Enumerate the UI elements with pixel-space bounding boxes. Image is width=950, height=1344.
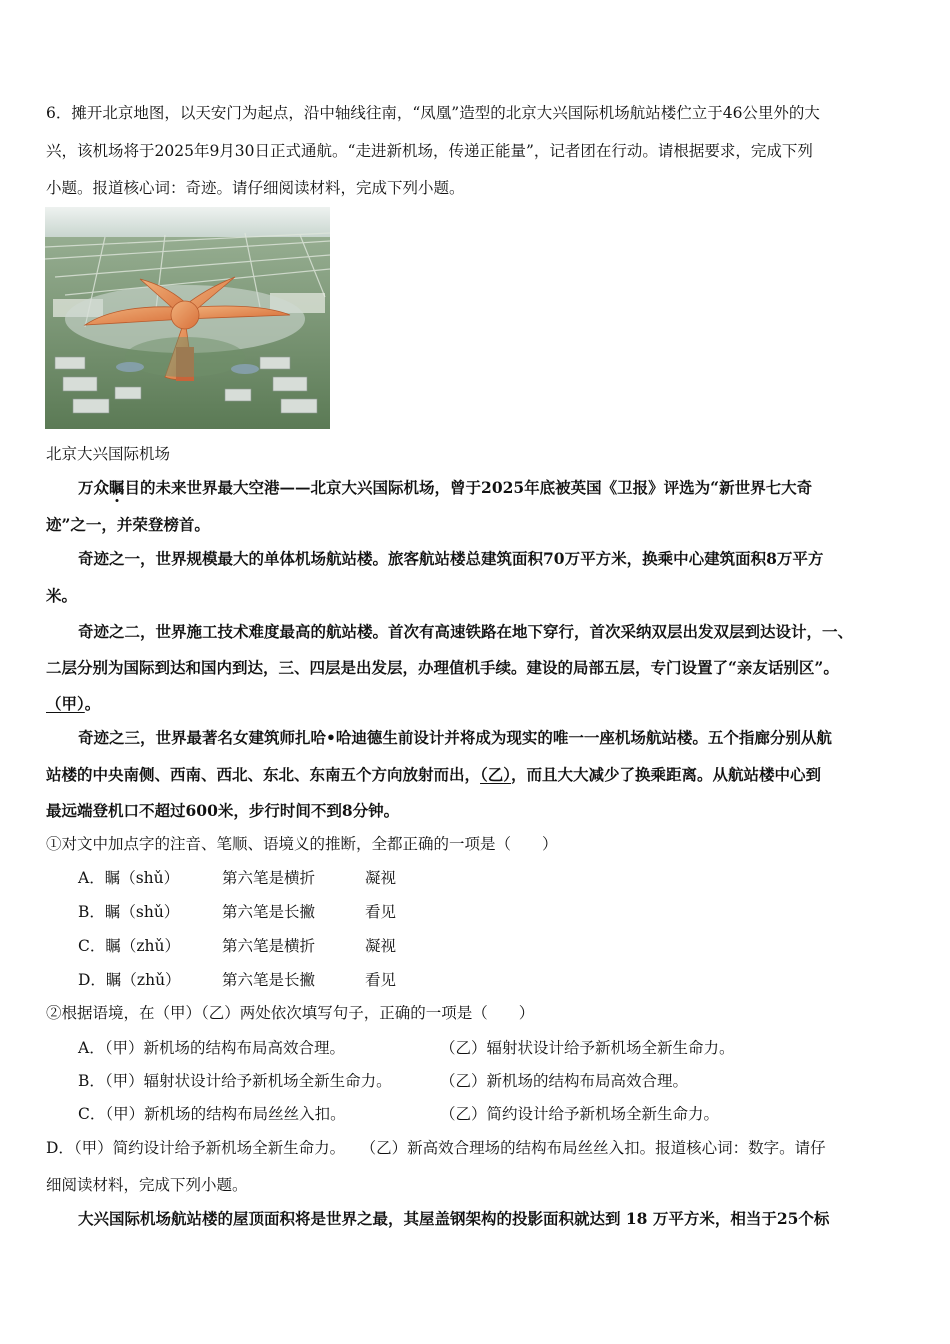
article-p2-line-1: 奇迹之一，世界规模最大的单体机场航站楼。旅客航站楼总建筑面积70万平方米，换乘中心建筑面积8万平方 [78, 549, 824, 568]
q1-option-b-stroke: 第六笔是长撇 [222, 903, 316, 921]
blank-jia: （甲） [46, 694, 85, 713]
intro-line-3: 小题。报道核心词：奇迹。请仔细阅读材料，完成下列小题。 [46, 179, 465, 197]
image-caption: 北京大兴国际机场 [46, 445, 171, 463]
article-p3-line-2: 二层分别为国际到达和国内到达，三、四层是出发层，办理值机手续。建设的局部五层，专门设置了“亲友话别区”。 [46, 658, 839, 677]
q2-option-d-line-2: 细阅读材料，完成下列小题。 [46, 1176, 248, 1194]
q1-option-c-stroke: 第六笔是横折 [222, 937, 316, 955]
intro-line-1: 6．摊开北京地图，以天安门为起点，沿中轴线往南，“凤凰”造型的北京大兴国际机场航站楼伫立于46公里外的大 [46, 104, 820, 122]
article-p4-line-2 [46, 765, 821, 785]
article-p2-line-2: 米。 [46, 586, 78, 605]
q1-option-c-meaning: 凝视 [365, 937, 397, 955]
article-p4-line-1: 奇迹之三，世界最著名女建筑师扎哈•哈迪德生前设计并将成为现实的唯一一座机场航站楼。五个指廊分别从航 [78, 728, 832, 747]
article-text: 。 [84, 694, 101, 713]
article-p1-line-1 [78, 478, 812, 498]
article-p1-line-2: 迹”之一，并荣登榜首。 [46, 515, 210, 534]
airport-aerial-photo [45, 207, 330, 429]
q1-option-d-meaning: 看见 [365, 971, 397, 989]
article-p3-line-1: 奇迹之二，世界施工技术难度最高的航站楼。首次有高速铁路在地下穿行，首次采纳双层出发双层到达设计，一、 [78, 622, 854, 641]
q2-option-b-yi: （乙）新机场的结构布局高效合理。 [440, 1072, 689, 1090]
q2-option-a-yi: （乙）辐射状设计给予新机场全新生命力。 [440, 1039, 735, 1057]
q1-option-b-label: B．瞩（shǔ） [78, 903, 180, 921]
question-1-stem: ①对文中加点字的注音、笔顺、语境义的推断，全都正确的一项是（ ） [46, 835, 558, 853]
q2-option-c-yi: （乙）简约设计给予新机场全新生命力。 [440, 1105, 720, 1123]
article-text: 目的未来世界最大空港——北京大兴国际机场，曾于2025年底被英国《卫报》评选为“新世界七大奇 [124, 478, 813, 497]
blank-yi: （乙） [480, 765, 512, 784]
article-text: 万众 [78, 478, 110, 497]
q2-option-a-jia: A．（甲）新机场的结构布局高效合理。 [78, 1039, 345, 1057]
article-p4-line-3: 最远端登机口不超过600米，步行时间不到8分钟。 [46, 801, 400, 820]
q2-option-c-jia: C．（甲）新机场的结构布局丝丝入扣。 [78, 1105, 346, 1123]
dotted-character: 瞩 [109, 478, 125, 497]
article-p3-line-3 [46, 694, 100, 714]
q1-option-a-meaning: 凝视 [365, 869, 397, 887]
q1-option-c-label: C．瞩（zhǔ） [78, 937, 180, 955]
q1-option-b-meaning: 看见 [365, 903, 397, 921]
q1-option-d-label: D．瞩（zhǔ） [78, 971, 181, 989]
intro-line-2: 兴，该机场将于2025年9月30日正式通航。“走进新机场，传递正能量”，记者团在行动。请根据要求，完成下列 [46, 142, 813, 160]
q2-option-d-line: D．（甲）简约设计给予新机场全新生命力。 （乙）新高效合理场的结构布局丝丝入扣。报道核心词：数字。请仔 [46, 1139, 826, 1157]
article-text: 站楼的中央南侧、西南、西北、东北、东南五个方向放射而出， [46, 765, 481, 784]
q1-option-a-stroke: 第六笔是横折 [222, 869, 316, 887]
question-2-stem: ②根据语境，在（甲）（乙）两处依次填写句子，正确的一项是（ ） [46, 1004, 535, 1022]
article-text: ，而且大大减少了换乘距离。从航站楼中心到 [511, 765, 822, 784]
q2-option-b-jia: B．（甲）辐射状设计给予新机场全新生命力。 [78, 1072, 392, 1090]
last-paragraph-line: 大兴国际机场航站楼的屋顶面积将是世界之最，其屋盖钢架构的投影面积就达到 18 万平方米，相当于25个标 [78, 1209, 830, 1228]
q1-option-a-label: A．瞩（shǔ） [78, 869, 180, 887]
q1-option-d-stroke: 第六笔是长撇 [222, 971, 316, 989]
